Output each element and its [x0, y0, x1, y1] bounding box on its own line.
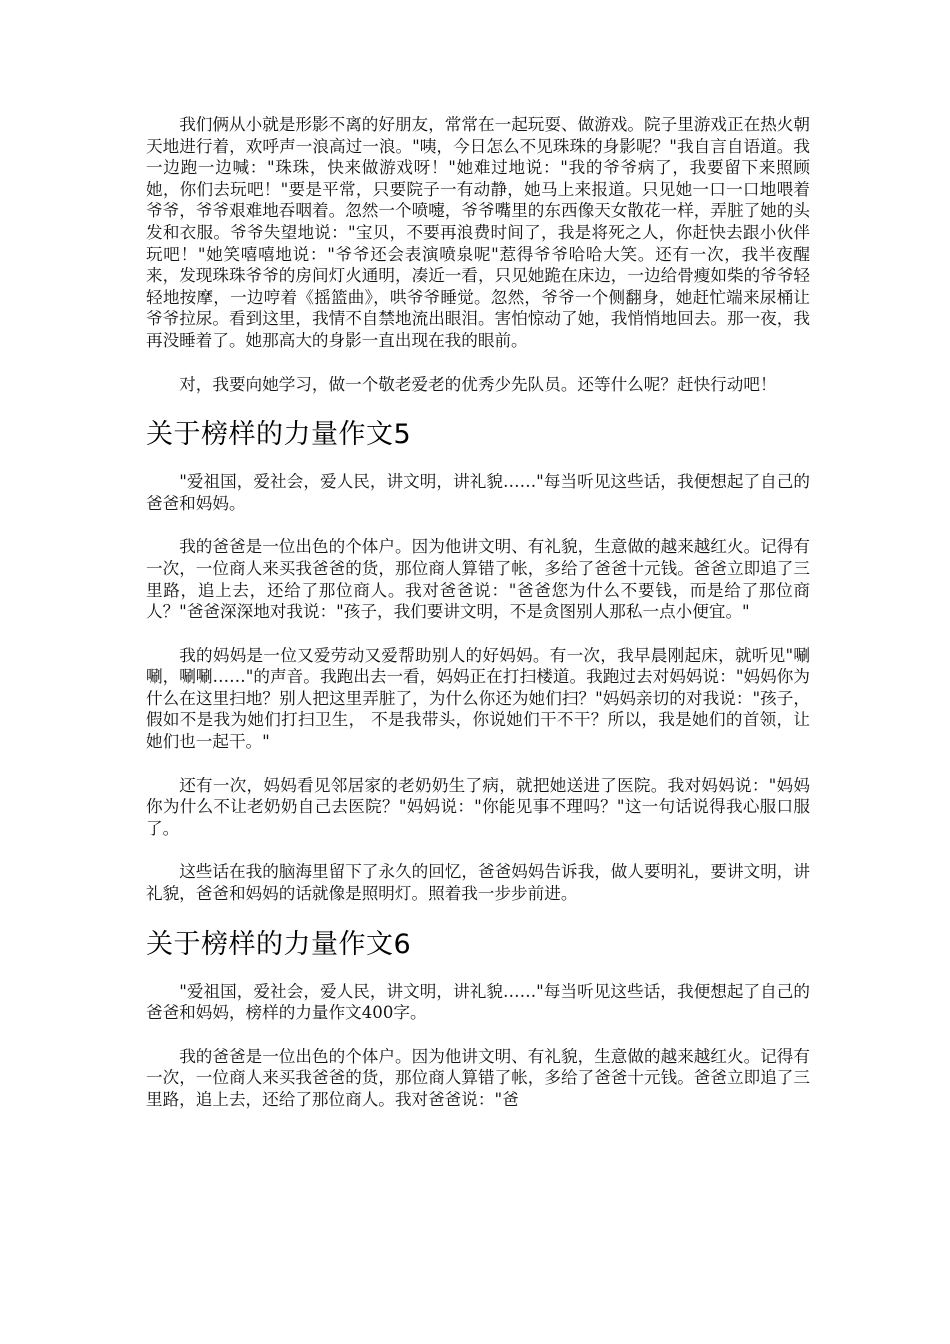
paragraph: 对，我要向她学习，做一个敬老爱老的优秀少先队员。还等什么呢？赶快行动吧！	[179, 374, 777, 394]
paragraph: 我的妈妈是一位又爱劳动又爱帮助别人的好妈妈。有一次，我早晨刚起床，就听见"唰唰，唰唰……"的声音。我跑出去一看，妈妈正在打扫楼道。我跑过去对妈妈说："妈妈你为什么在这里扫地？别人把这里弄脏了，为什么你还为她们扫？"妈妈亲切的对我说："孩子，假如不是我为她们打扫卫生， 不是我带头，你说她们干不干？所以，我是她们的首领，让她们也一起干。"	[146, 645, 810, 752]
paragraph: 我的爸爸是一位出色的个体户。因为他讲文明、有礼貌，生意做的越来越红火。记得有一次，一位商人来买我爸爸的货，那位商人算错了帐，多给了爸爸十元钱。爸爸立即追了三里路，追上去，还给了那位商人。我对爸爸说："爸爸您为什么不要钱，而是给了那位商人？"爸爸深深地对我说："孩子，我们要讲文明，不是贪图别人那私一点小便宜。"	[146, 537, 810, 622]
paragraph: 这些话在我的脑海里留下了永久的回忆，爸爸妈妈告诉我，做人要明礼，要讲文明，讲礼貌，爸爸和妈妈的话就像是照明灯。照着我一步步前进。	[146, 862, 810, 904]
section-heading-6: 关于榜样的力量作文6	[146, 928, 412, 960]
section-heading-5: 关于榜样的力量作文5	[146, 419, 412, 451]
paragraph: 我的爸爸是一位出色的个体户。因为他讲文明、有礼貌，生意做的越来越红火。记得有一次，一位商人来买我爸爸的货，那位商人算错了帐，多给了爸爸十元钱。爸爸立即追了三里路，追上去，还给了那位商人。我对爸爸说："爸	[146, 1046, 810, 1109]
paragraph: "爱祖国，爱社会，爱人民，讲文明，讲礼貌……"每当听见这些话，我便想起了自己的爸爸和妈妈。	[146, 472, 810, 513]
paragraph: "爱祖国，爱社会，爱人民，讲文明，讲礼貌……"每当听见这些话，我便想起了自己的爸爸和妈妈，榜样的力量作文400字。	[146, 981, 810, 1023]
paragraph: 我们俩从小就是形影不离的好朋友，常常在一起玩耍、做游戏。院子里游戏正在热火朝天地进行着，欢呼声一浪高过一浪。"咦，今日怎么不见珠珠的身影呢？"我自言自语道。我一边跑一边喊："珠珠，快来做游戏呀！"她难过地说："我的爷爷病了，我要留下来照顾她，你们去玩吧！"要是平常，只要院子一有动静，她马上来报道。只见她一口一口地喂着爷爷，爷爷艰难地吞咽着。忽然一个喷嚏，爷爷嘴里的东西像天女散花一样，弄脏了她的头发和衣服。爷爷失望地说："宝贝，不要再浪费时间了，我是将死之人，你赶快去跟小伙伴玩吧！"她笑嘻嘻地说："爷爷还会表演喷泉呢"惹得爷爷哈哈大笑。还有一次，我半夜醒来，发现珠珠爷爷的房间灯火通明，凑近一看，只见她跪在床边，一边给骨瘦如柴的爷爷轻轻地按摩，一边哼着《摇篮曲》，哄爷爷睡觉。忽然，爷爷一个侧翻身，她赶忙端来尿桶让爷爷拉尿。看到这里，我情不自禁地流出眼泪。害怕惊动了她，我悄悄地回去。那一夜，我再没睡着了。她那高大的身影一直出现在我的眼前。	[146, 115, 810, 350]
document-body	[146, 114, 810, 1133]
paragraph: 还有一次，妈妈看见邻居家的老奶奶生了病，就把她送进了医院。我对妈妈说："妈妈你为什么不让老奶奶自己去医院？"妈妈说："你能见事不理吗？"这一句话说得我心服口服了。	[146, 775, 810, 838]
